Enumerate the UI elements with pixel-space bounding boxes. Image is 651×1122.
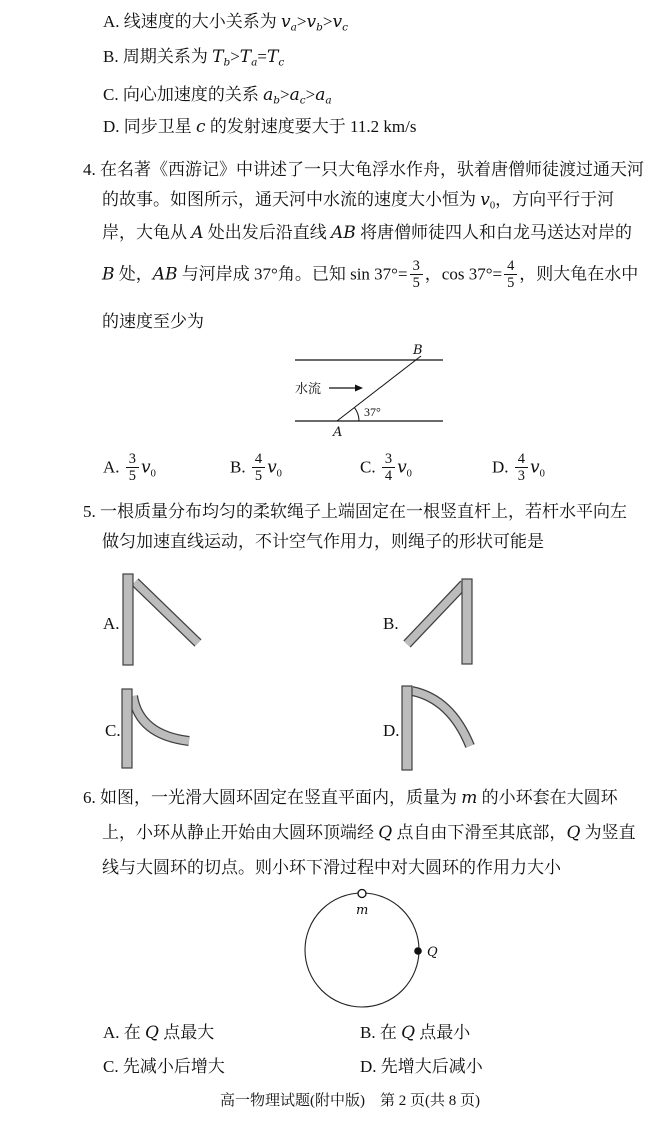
q4-line-4: B 处，AB 与河岸成 37°角。已知 sin 37°= $\frac{3}{5}$ ，cos 37°= $\frac{4}{5}$ ，则大龟在水中 — [102, 258, 639, 292]
q4-option-d: D. $\frac{4}{3}$ $v_0$ — [492, 451, 545, 485]
q4-option-b: B. $\frac{4}{5}$ $v_0$ — [230, 451, 282, 485]
rope-a-label: A. — [103, 614, 120, 633]
rope-b-straight — [407, 584, 464, 644]
q4-option-a: A. $\frac{3}{5}$ $v_0$ — [103, 451, 156, 485]
q4-line-2: 的故事。如图所示，通天河中水流的速度大小恒为 $v_0$，方向平行于河 — [102, 190, 615, 212]
q5-line-1: 5. 一根质量分布均匀的柔软绳子上端固定在一根竖直杆上，若杆水平向左 — [83, 502, 627, 521]
point-a-label: A — [333, 425, 343, 440]
angle-arc — [355, 408, 359, 421]
q6-line-2: 上，小环从静止开始由大圆环顶端经 Q 点自由下滑至其底部，Q 为竖直 — [102, 823, 636, 843]
point-b-label: B — [413, 343, 423, 358]
rod-a — [123, 574, 133, 665]
q6-circle-diagram — [298, 886, 443, 1011]
q6-option-c: C. 先减小后增大 — [103, 1057, 225, 1076]
rope-b-label: B. — [383, 614, 399, 633]
mass-label: m — [356, 903, 369, 918]
angle-label: 37° — [364, 405, 381, 419]
flow-label: 水流 — [295, 381, 322, 396]
rope-a-straight — [135, 582, 198, 643]
q6-line-3: 线与大圆环的切点。则小环下滑过程中对大圆环的作用力大小 — [102, 858, 561, 877]
q6-option-d: D. 先增大后减小 — [360, 1057, 483, 1076]
rod-c — [122, 689, 132, 768]
page-footer: 高一物理试题(附中版) 第 2 页(共 8 页) — [220, 1093, 480, 1109]
q3-option-a: A. 线速度的大小关系为 $v_a>v_b>v_c$ — [103, 12, 348, 34]
q3-option-c: C. 向心加速度的关系 $a_b>a_c>a_a$ — [103, 85, 332, 107]
q4-line-1: 4. 在名著《西游记》中讲述了一只大龟浮水作舟，驮着唐僧师徒渡过通天河 — [83, 160, 644, 179]
point-q-dot — [414, 947, 422, 955]
q3-option-d: D. 同步卫星 c 的发射速度要大于 11.2 km/s — [103, 117, 417, 137]
q6-line-1: 6. 如图，一光滑大圆环固定在竖直平面内，质量为 m 的小环套在大圆环 — [83, 788, 618, 808]
q5-rope-diagrams — [95, 563, 515, 783]
q4-river-diagram — [285, 342, 455, 442]
q4-line-5: 的速度至少为 — [102, 312, 204, 331]
small-ring — [358, 890, 366, 898]
rod-d — [402, 686, 412, 770]
rope-c-label: C. — [105, 721, 121, 740]
rope-c-curve — [133, 696, 189, 741]
q4-line-3: 岸，大龟从 A 处出发后沿直线 AB 将唐僧师徒四人和白龙马送达对岸的 — [102, 223, 633, 243]
rope-d-label: D. — [383, 721, 400, 740]
q3-option-b: B. 周期关系为 $T_b>T_a=T_c$ — [103, 47, 285, 69]
rod-b — [462, 579, 472, 664]
q5-line-2: 做匀加速直线运动，不计空气作用力，则绳子的形状可能是 — [102, 532, 544, 551]
flow-arrow-head — [355, 385, 363, 392]
q6-option-a: A. 在 Q 点最大 — [103, 1023, 215, 1043]
q6-option-b: B. 在 Q 点最小 — [360, 1023, 471, 1043]
rope-d-outline — [412, 691, 470, 746]
q4-option-c: C. $\frac{3}{4}$ $v_0$ — [360, 451, 412, 485]
point-q-label: Q — [427, 945, 438, 960]
